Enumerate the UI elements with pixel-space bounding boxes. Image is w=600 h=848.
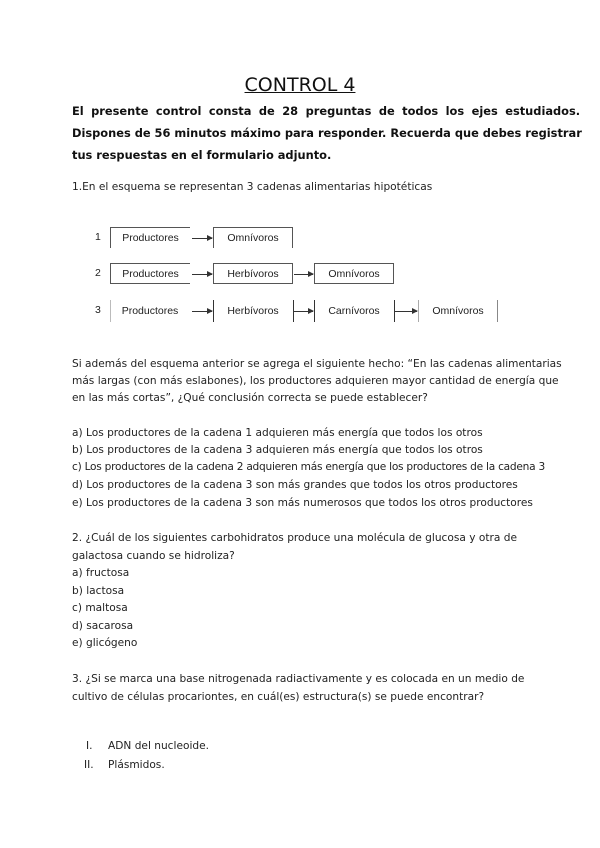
chain-box: Omnívoros (432, 304, 484, 317)
chain-box: Herbívoros (227, 304, 279, 317)
page-title: CONTROL 4 (244, 74, 356, 96)
answer-option: a) fructosa (72, 567, 130, 579)
question-3-stem: 3. ¿Si se marca una base nitrogenada radiactivamente y es colocada en un medio de (72, 673, 525, 685)
answer-option: b) Los productores de la cadena 3 adquieren más energía que todos los otros (72, 444, 483, 456)
answer-option: b) lactosa (72, 585, 125, 597)
arrow-icon (192, 311, 212, 312)
chain-box: Carnívoros (328, 304, 380, 317)
answer-option: e) glicógeno (72, 637, 138, 649)
question-1-text: más largas (con más eslabones), los productores adquieren mayor cantidad de energía que (72, 375, 559, 387)
question-2-stem: galactosa cuando se hidroliza? (72, 550, 235, 562)
arrow-icon (395, 311, 417, 312)
answer-option: d) sacarosa (72, 620, 134, 632)
question-1-text: Si además del esquema anterior se agrega el siguiente hecho: “En las cadenas alimentarias (72, 358, 562, 370)
statement-text: Plásmidos. (108, 759, 165, 771)
intro-line: tus respuestas en el formulario adjunto. (72, 148, 332, 162)
arrow-icon (294, 311, 313, 312)
statement-text: ADN del nucleoide. (108, 740, 209, 752)
answer-option: a) Los productores de la cadena 1 adquieren más energía que todos los otros (72, 427, 483, 439)
arrow-icon (192, 274, 212, 275)
answer-option: c) Los productores de la cadena 2 adquieren más energía que los productores de la cadena 3 (72, 461, 545, 473)
chain-box: Productores (110, 227, 190, 248)
arrow-icon (192, 238, 212, 239)
answer-option: d) Los productores de la cadena 3 son más grandes que todos los otros productores (72, 479, 518, 491)
chain-box: Omnívoros (213, 227, 293, 248)
intro-line: El presente control consta de 28 preguntas de todos los ejes estudiados. (72, 104, 581, 118)
chain-number: 1 (95, 231, 101, 243)
question-3-stem: cultivo de células procariontes, en cuál(es) estructura(s) se puede encontrar? (72, 691, 485, 703)
chain-box: Herbívoros (213, 263, 293, 284)
chain-box: Productores (121, 304, 179, 317)
chain-box: Productores (110, 263, 190, 284)
answer-option: e) Los productores de la cadena 3 son más numerosos que todos los otros productores (72, 497, 533, 509)
intro-line: Dispones de 56 minutos máximo para responder. Recuerda que debes registrar (72, 126, 582, 140)
chain-number: 3 (95, 304, 101, 316)
arrow-icon (294, 274, 313, 275)
question-1-stem: 1.En el esquema se representan 3 cadenas alimentarias hipotéticas (72, 181, 433, 193)
answer-option: c) maltosa (72, 602, 128, 614)
chain-box: Omnívoros (314, 263, 394, 284)
roman-numeral: I. (86, 740, 93, 752)
question-1-text: en las más cortas”, ¿Qué conclusión correcta se puede establecer? (72, 392, 428, 404)
roman-numeral: II. (84, 759, 94, 771)
question-2-stem: 2. ¿Cuál de los siguientes carbohidratos produce una molécula de glucosa y otra de (72, 532, 517, 544)
chain-number: 2 (95, 267, 101, 279)
